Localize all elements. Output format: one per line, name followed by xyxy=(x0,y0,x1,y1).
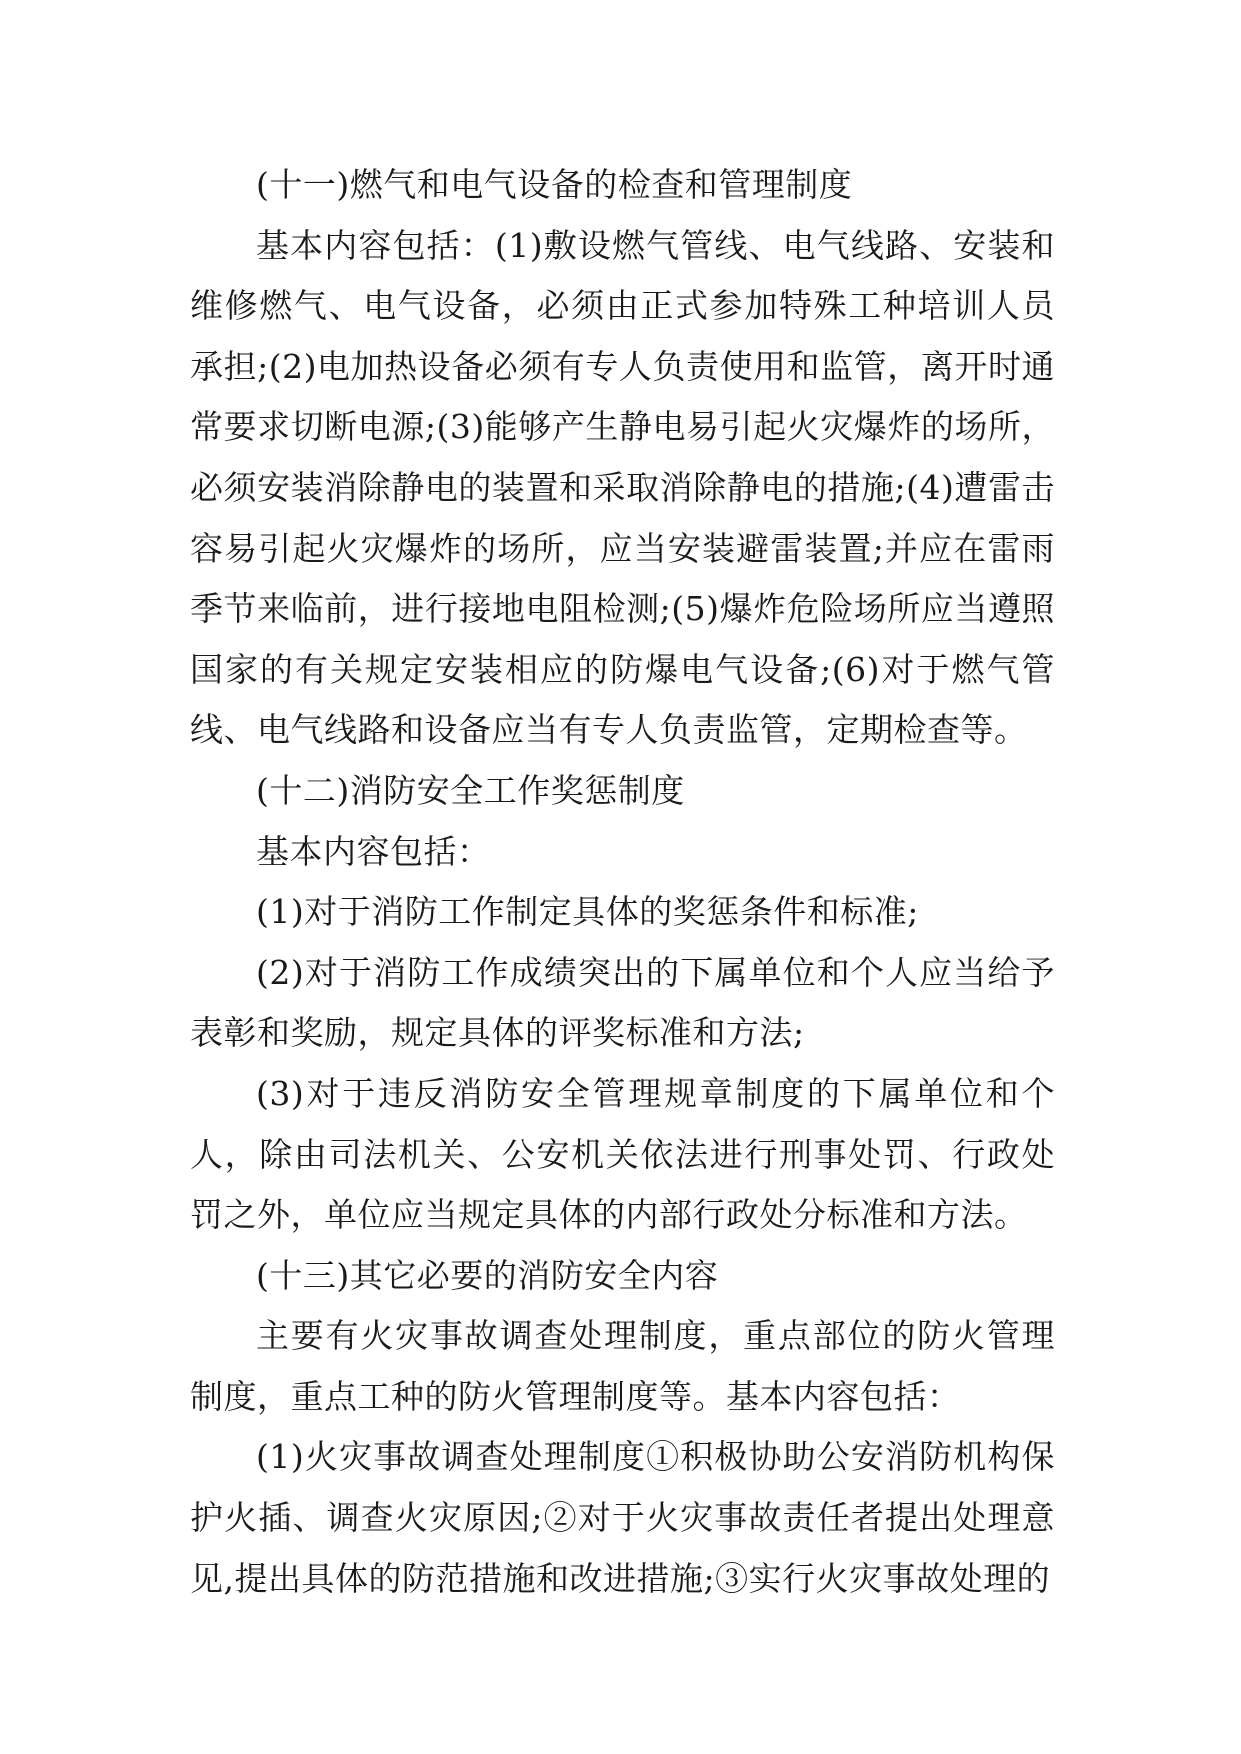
heading-other-fire-safety: (十三)其它必要的消防安全内容 xyxy=(256,1255,719,1295)
list-item-commendation: (2)对于消防工作成绩突出的下属单位和个人应当给予表彰和奖励，规定具体的评奖标准和方法; xyxy=(190,952,1055,1053)
list-item-reward-criteria: (1)对于消防工作制定具体的奖惩条件和标准; xyxy=(256,892,919,932)
heading-gas-electrical-inspection: (十一)燃气和电气设备的检查和管理制度 xyxy=(256,165,853,204)
list-item-fire-investigation: (1)火灾事故调查处理制度①积极协助公安消防机构保护火插、调查火灾原因;②对于火灾事故责任者提出处理意见,提出具体的防范措施和改进措施;③实行火灾事故处理的 xyxy=(190,1437,1055,1598)
body-text xyxy=(190,155,1055,1609)
paragraph-gas-electrical-content: 基本内容包括：(1)敷设燃气管线、电气线路、安装和维修燃气、电气设备，必须由正式参加特殊工种培训人员承担;(2)电加热设备必须有专人负责使用和监管，离开时通常要求切断电源;(3)能够产生静电易引起火灾爆炸的场所，必须安装消除静电的装置和采取消除静电的措施;(4)遭雷击容易引起火灾爆炸的场所，应当安装避雷装置;并应在雷雨季节来临前，进行接地电阻检测;(5)爆炸危险场所应当遵照国家的有关规定安装相应的防爆电气设备;(6)对于燃气管线、电气线路和设备应当有专人负责监管，定期检查等。 xyxy=(190,225,1055,750)
heading-reward-punishment: (十二)消防安全工作奖惩制度 xyxy=(256,770,685,810)
paragraph-other-systems: 主要有火灾事故调查处理制度，重点部位的防火管理制度，重点工种的防火管理制度等。基本内容包括： xyxy=(190,1316,1055,1416)
list-item-violation-penalty: (3)对于违反消防安全管理规章制度的下属单位和个人，除由司法机关、公安机关依法进行刑事处罚、行政处罚之外，单位应当规定具体的内部行政处分标准和方法。 xyxy=(190,1073,1055,1235)
paragraph-basic-content-intro: 基本内容包括： xyxy=(256,831,491,871)
